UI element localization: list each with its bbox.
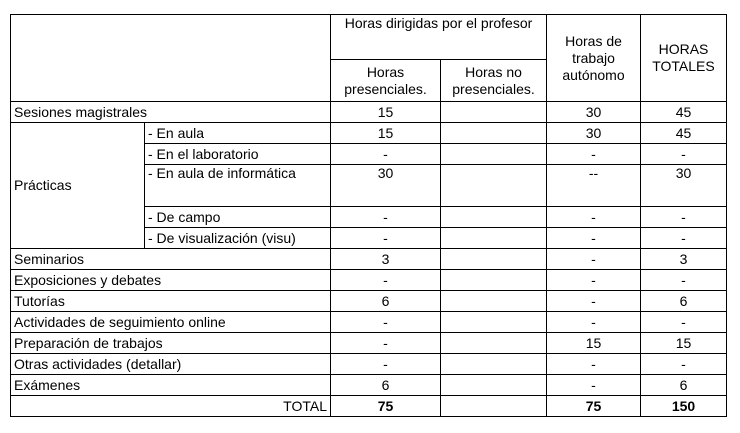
autonomous-cell: -: [547, 375, 641, 396]
table-row: [11, 123, 727, 144]
total-cell: 15: [641, 333, 727, 354]
presential-cell: 3: [331, 249, 441, 270]
row-label: Exámenes: [11, 375, 331, 396]
total-non-presential: [441, 396, 547, 417]
total-cell: 6: [641, 291, 727, 312]
row-label: Otras actividades (detallar): [11, 354, 331, 375]
row-label: - En aula de informática: [145, 165, 331, 207]
practicas-label: Prácticas: [11, 123, 145, 249]
presential-cell: -: [331, 354, 441, 375]
total-row: [11, 396, 727, 417]
presential-cell: -: [331, 333, 441, 354]
non-presential-cell: [441, 102, 547, 123]
row-label: - En aula: [145, 123, 331, 144]
presential-cell: 6: [331, 291, 441, 312]
presential-cell: -: [331, 228, 441, 249]
table-row: [11, 102, 727, 123]
total-cell: 6: [641, 375, 727, 396]
header-guided-hours: Horas dirigidas por el profesor: [331, 15, 547, 60]
presential-cell: 30: [331, 165, 441, 207]
autonomous-cell: 30: [547, 102, 641, 123]
total-cell: -: [641, 144, 727, 165]
table-row: [11, 291, 727, 312]
non-presential-cell: [441, 144, 547, 165]
autonomous-cell: --: [547, 165, 641, 207]
row-label: Sesiones magistrales: [11, 102, 331, 123]
total-cell: 45: [641, 123, 727, 144]
autonomous-cell: 30: [547, 123, 641, 144]
header-non-presential-hours: Horas no presenciales.: [441, 60, 547, 102]
autonomous-cell: -: [547, 207, 641, 228]
table-row: [11, 270, 727, 291]
non-presential-cell: [441, 312, 547, 333]
presential-cell: 15: [331, 123, 441, 144]
non-presential-cell: [441, 249, 547, 270]
row-label: - En el laboratorio: [145, 144, 331, 165]
header-presential-hours: Horas presenciales.: [331, 60, 441, 102]
total-cell: -: [641, 207, 727, 228]
hours-table: [10, 14, 727, 417]
non-presential-cell: [441, 354, 547, 375]
total-cell: 30: [641, 165, 727, 207]
row-label: Seminarios: [11, 249, 331, 270]
table-row: [11, 375, 727, 396]
presential-cell: -: [331, 312, 441, 333]
header-empty-cell: [11, 15, 331, 102]
autonomous-cell: 15: [547, 333, 641, 354]
non-presential-cell: [441, 291, 547, 312]
presential-cell: -: [331, 144, 441, 165]
non-presential-cell: [441, 165, 547, 207]
non-presential-cell: [441, 123, 547, 144]
total-hours: 150: [641, 396, 727, 417]
total-cell: -: [641, 270, 727, 291]
row-label: Tutorías: [11, 291, 331, 312]
total-label: TOTAL: [11, 396, 331, 417]
non-presential-cell: [441, 333, 547, 354]
autonomous-cell: -: [547, 249, 641, 270]
non-presential-cell: [441, 228, 547, 249]
header-autonomous-hours: Horas de trabajo autónomo: [547, 15, 641, 102]
row-label: - De visualización (visu): [145, 228, 331, 249]
row-label: Exposiciones y debates: [11, 270, 331, 291]
total-cell: -: [641, 354, 727, 375]
autonomous-cell: -: [547, 144, 641, 165]
autonomous-cell: -: [547, 312, 641, 333]
row-label: - De campo: [145, 207, 331, 228]
presential-cell: 6: [331, 375, 441, 396]
non-presential-cell: [441, 270, 547, 291]
total-presential: 75: [331, 396, 441, 417]
presential-cell: -: [331, 270, 441, 291]
total-cell: -: [641, 312, 727, 333]
non-presential-cell: [441, 375, 547, 396]
header-total-hours: HORAS TOTALES: [641, 15, 727, 102]
autonomous-cell: -: [547, 354, 641, 375]
presential-cell: -: [331, 207, 441, 228]
table-row: [11, 354, 727, 375]
total-cell: 3: [641, 249, 727, 270]
non-presential-cell: [441, 207, 547, 228]
presential-cell: 15: [331, 102, 441, 123]
autonomous-cell: -: [547, 291, 641, 312]
autonomous-cell: -: [547, 228, 641, 249]
total-cell: -: [641, 228, 727, 249]
total-autonomous: 75: [547, 396, 641, 417]
autonomous-cell: -: [547, 270, 641, 291]
total-cell: 45: [641, 102, 727, 123]
table-row: [11, 249, 727, 270]
row-label: Actividades de seguimiento online: [11, 312, 331, 333]
table-row: [11, 333, 727, 354]
table-row: [11, 312, 727, 333]
row-label: Preparación de trabajos: [11, 333, 331, 354]
